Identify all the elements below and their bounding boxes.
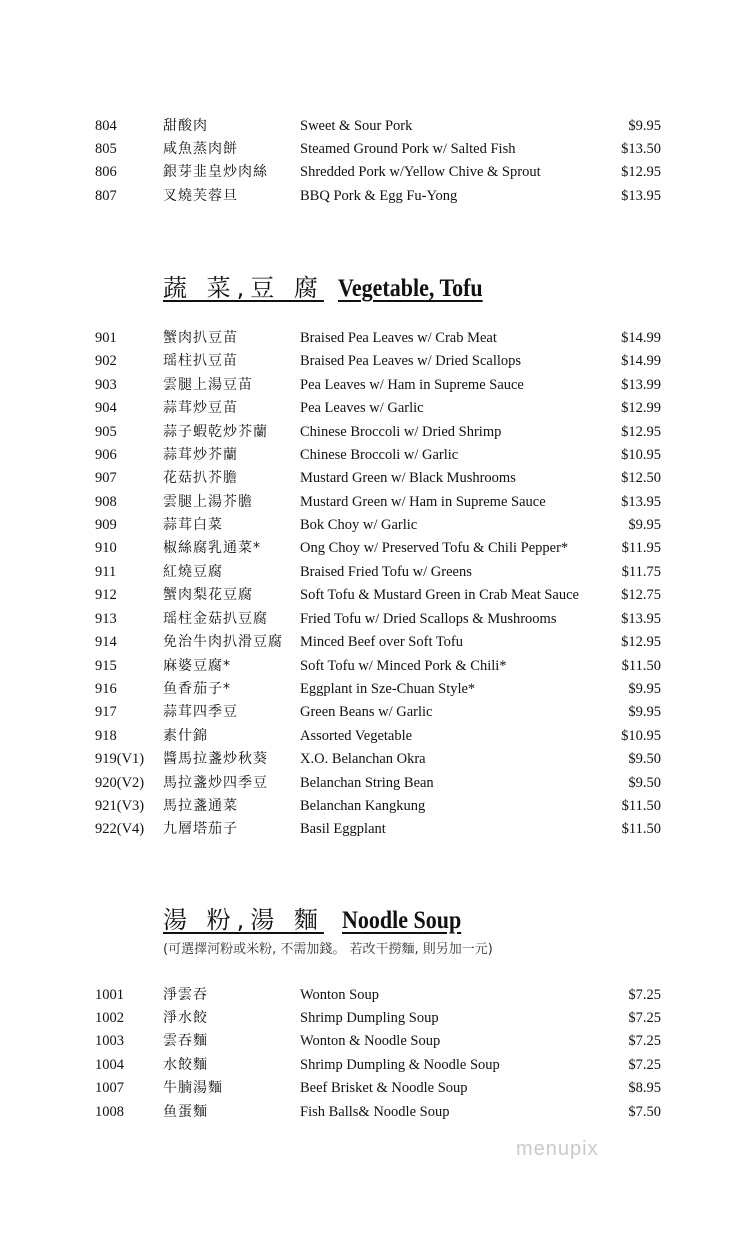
item-number: 917 bbox=[95, 704, 117, 720]
item-number: 903 bbox=[95, 377, 117, 393]
menu-item bbox=[0, 561, 750, 584]
item-name-chinese: 蒜茸炒豆苗 bbox=[163, 400, 238, 416]
item-price: $12.95 bbox=[621, 424, 661, 440]
item-name-chinese: 叉燒芙蓉旦 bbox=[163, 188, 238, 204]
item-price: $7.50 bbox=[628, 1104, 661, 1120]
item-name-english: Assorted Vegetable bbox=[300, 728, 413, 744]
menu-item bbox=[0, 1054, 750, 1077]
item-price: $9.95 bbox=[628, 118, 661, 134]
menu-item bbox=[0, 678, 750, 701]
item-name-chinese: 蒜茸炒芥蘭 bbox=[163, 447, 238, 463]
noodle-section-note: (可選擇河粉或米粉, 不需加錢。 若改干撈麵, 則另加一元) bbox=[163, 942, 493, 957]
item-name-chinese: 馬拉盞炒四季豆 bbox=[163, 775, 268, 791]
item-number: 915 bbox=[95, 658, 117, 674]
menu-item bbox=[0, 1030, 750, 1053]
menu-item bbox=[0, 161, 750, 184]
menu-item bbox=[0, 984, 750, 1007]
item-name-english: Fried Tofu w/ Dried Scallops & Mushrooms bbox=[300, 611, 557, 627]
item-name-chinese: 瑶柱扒豆苗 bbox=[163, 353, 238, 369]
section-title-chinese: 湯 粉,湯 麵 bbox=[163, 906, 324, 934]
menu-item bbox=[0, 772, 750, 795]
item-name-chinese: 紅燒豆腐 bbox=[163, 564, 223, 580]
menu-item bbox=[0, 374, 750, 397]
section-title-chinese: 蔬 菜,豆 腐 bbox=[163, 274, 324, 302]
item-name-chinese: 蒜茸四季豆 bbox=[163, 704, 238, 720]
item-number: 1007 bbox=[95, 1080, 124, 1096]
item-price: $7.25 bbox=[628, 1057, 661, 1073]
item-price: $11.75 bbox=[621, 564, 661, 580]
item-name-chinese: 牛腩湯麵 bbox=[163, 1080, 223, 1096]
item-name-english: Basil Eggplant bbox=[300, 821, 386, 837]
item-name-chinese: 鱼蛋麵 bbox=[163, 1104, 208, 1120]
item-price: $10.95 bbox=[621, 728, 661, 744]
item-number: 910 bbox=[95, 540, 117, 556]
item-name-english: Steamed Ground Pork w/ Salted Fish bbox=[300, 141, 516, 157]
item-name-english: Chinese Broccoli w/ Dried Shrimp bbox=[300, 424, 502, 440]
item-number: 907 bbox=[95, 470, 117, 486]
item-price: $11.50 bbox=[621, 798, 661, 814]
item-number: 902 bbox=[95, 353, 117, 369]
item-name-chinese: 馬拉盞通菜 bbox=[163, 798, 238, 814]
item-number: 1008 bbox=[95, 1104, 124, 1120]
item-number: 901 bbox=[95, 330, 117, 346]
item-name-chinese: 甜酸肉 bbox=[163, 118, 208, 134]
item-price: $11.50 bbox=[621, 821, 661, 837]
noodle-section-heading bbox=[163, 900, 477, 935]
item-number: 1004 bbox=[95, 1057, 124, 1073]
item-number: 905 bbox=[95, 424, 117, 440]
menu-item bbox=[0, 608, 750, 631]
item-price: $13.50 bbox=[621, 141, 661, 157]
menu-item bbox=[0, 491, 750, 514]
item-name-english: Eggplant in Sze-Chuan Style* bbox=[300, 681, 476, 697]
item-name-chinese: 雲腿上湯芥膽 bbox=[163, 494, 253, 510]
item-name-chinese: 雲吞麵 bbox=[163, 1033, 208, 1049]
item-name-english: Sweet & Sour Pork bbox=[300, 118, 413, 134]
section-title-english: Vegetable, Tofu bbox=[337, 275, 483, 302]
item-name-english: Shredded Pork w/Yellow Chive & Sprout bbox=[300, 164, 541, 180]
item-price: $13.99 bbox=[621, 377, 661, 393]
item-number: 1002 bbox=[95, 1010, 124, 1026]
item-name-english: Shrimp Dumpling & Noodle Soup bbox=[300, 1057, 500, 1073]
menu-item bbox=[0, 655, 750, 678]
item-name-english: Belanchan Kangkung bbox=[300, 798, 426, 814]
menu-item bbox=[0, 444, 750, 467]
item-name-english: Braised Pea Leaves w/ Dried Scallops bbox=[300, 353, 522, 369]
menu-item bbox=[0, 725, 750, 748]
item-name-chinese: 免治牛肉扒滑豆腐 bbox=[163, 634, 283, 650]
menu-item bbox=[0, 537, 750, 560]
item-name-english: Shrimp Dumpling Soup bbox=[300, 1010, 439, 1026]
item-price: $10.95 bbox=[621, 447, 661, 463]
item-name-chinese: 銀芽韭皇炒肉絲 bbox=[163, 164, 268, 180]
item-name-english: Pea Leaves w/ Garlic bbox=[300, 400, 424, 416]
item-name-chinese: 蟹肉梨花豆腐 bbox=[163, 587, 253, 603]
menu-item bbox=[0, 115, 750, 138]
item-name-chinese: 蟹肉扒豆苗 bbox=[163, 330, 238, 346]
item-name-english: Wonton Soup bbox=[300, 987, 379, 1003]
item-name-chinese: 花菇扒芥膽 bbox=[163, 470, 238, 486]
item-price: $9.95 bbox=[628, 517, 661, 533]
item-number: 919(V1) bbox=[95, 751, 145, 767]
item-price: $7.25 bbox=[628, 987, 661, 1003]
item-number: 922(V4) bbox=[95, 821, 145, 837]
item-name-english: Bok Choy w/ Garlic bbox=[300, 517, 418, 533]
item-name-english: Beef Brisket & Noodle Soup bbox=[300, 1080, 468, 1096]
item-name-english: Ong Choy w/ Preserved Tofu & Chili Pepper* bbox=[300, 540, 569, 556]
item-name-chinese: 醬馬拉盞炒秋葵 bbox=[163, 751, 268, 767]
menu-item bbox=[0, 818, 750, 841]
item-number: 804 bbox=[95, 118, 117, 134]
item-number: 911 bbox=[95, 564, 117, 580]
item-number: 921(V3) bbox=[95, 798, 145, 814]
item-number: 918 bbox=[95, 728, 117, 744]
item-price: $8.95 bbox=[628, 1080, 661, 1096]
item-price: $9.50 bbox=[628, 775, 661, 791]
item-name-english: Soft Tofu w/ Minced Pork & Chili* bbox=[300, 658, 507, 674]
item-number: 909 bbox=[95, 517, 117, 533]
item-name-english: Braised Pea Leaves w/ Crab Meat bbox=[300, 330, 497, 346]
item-name-chinese: 九層塔茄子 bbox=[163, 821, 238, 837]
item-price: $7.25 bbox=[628, 1033, 661, 1049]
item-number: 913 bbox=[95, 611, 117, 627]
item-price: $13.95 bbox=[621, 611, 661, 627]
menu-item bbox=[0, 514, 750, 537]
item-price: $12.95 bbox=[621, 634, 661, 650]
item-name-chinese: 雲腿上湯豆苗 bbox=[163, 377, 253, 393]
watermark: menupix bbox=[516, 1138, 599, 1160]
item-name-chinese: 淨雲吞 bbox=[163, 987, 208, 1003]
item-name-english: Soft Tofu & Mustard Green in Crab Meat Sauce bbox=[300, 587, 579, 603]
item-name-english: Mustard Green w/ Black Mushrooms bbox=[300, 470, 516, 486]
menu-item bbox=[0, 350, 750, 373]
item-price: $12.50 bbox=[621, 470, 661, 486]
item-name-chinese: 咸魚蒸肉餅 bbox=[163, 141, 238, 157]
item-number: 908 bbox=[95, 494, 117, 510]
item-number: 914 bbox=[95, 634, 117, 650]
item-price: $9.95 bbox=[628, 681, 661, 697]
item-price: $13.95 bbox=[621, 494, 661, 510]
item-price: $14.99 bbox=[621, 353, 661, 369]
menu-item bbox=[0, 467, 750, 490]
item-name-english: Belanchan String Bean bbox=[300, 775, 434, 791]
item-price: $7.25 bbox=[628, 1010, 661, 1026]
item-name-english: X.O. Belanchan Okra bbox=[300, 751, 426, 767]
item-number: 805 bbox=[95, 141, 117, 157]
menu-item bbox=[0, 1007, 750, 1030]
item-name-chinese: 瑶柱金菇扒豆腐 bbox=[163, 611, 268, 627]
menu-item bbox=[0, 795, 750, 818]
menu-item bbox=[0, 421, 750, 444]
section-title-english: Noodle Soup bbox=[341, 907, 462, 934]
item-name-chinese: 麻婆豆腐* bbox=[163, 658, 231, 674]
menu-item bbox=[0, 397, 750, 420]
item-name-chinese: 椒絲腐乳通菜* bbox=[163, 540, 261, 556]
item-number: 916 bbox=[95, 681, 117, 697]
item-number: 806 bbox=[95, 164, 117, 180]
item-number: 906 bbox=[95, 447, 117, 463]
item-price: $14.99 bbox=[621, 330, 661, 346]
item-number: 1003 bbox=[95, 1033, 124, 1049]
item-number: 912 bbox=[95, 587, 117, 603]
menu-item bbox=[0, 1101, 750, 1124]
item-price: $12.99 bbox=[621, 400, 661, 416]
menu-item bbox=[0, 584, 750, 607]
item-name-english: Wonton & Noodle Soup bbox=[300, 1033, 441, 1049]
item-price: $11.95 bbox=[621, 540, 661, 556]
item-name-english: BBQ Pork & Egg Fu-Yong bbox=[300, 188, 458, 204]
item-name-english: Pea Leaves w/ Ham in Supreme Sauce bbox=[300, 377, 524, 393]
menu-item bbox=[0, 138, 750, 161]
menu-item bbox=[0, 748, 750, 771]
item-number: 1001 bbox=[95, 987, 124, 1003]
item-price: $12.95 bbox=[621, 164, 661, 180]
item-name-english: Green Beans w/ Garlic bbox=[300, 704, 433, 720]
item-price: $13.95 bbox=[621, 188, 661, 204]
item-name-english: Braised Fried Tofu w/ Greens bbox=[300, 564, 472, 580]
item-price: $12.75 bbox=[621, 587, 661, 603]
item-number: 807 bbox=[95, 188, 117, 204]
item-number: 920(V2) bbox=[95, 775, 145, 791]
item-name-chinese: 水餃麵 bbox=[163, 1057, 208, 1073]
menu-item bbox=[0, 701, 750, 724]
item-name-english: Chinese Broccoli w/ Garlic bbox=[300, 447, 459, 463]
menu-item bbox=[0, 327, 750, 350]
item-price: $9.95 bbox=[628, 704, 661, 720]
item-name-chinese: 蒜子蝦乾炒芥蘭 bbox=[163, 424, 268, 440]
item-name-chinese: 蒜茸白菜 bbox=[163, 517, 223, 533]
menu-item bbox=[0, 1077, 750, 1100]
item-name-chinese: 淨水餃 bbox=[163, 1010, 208, 1026]
item-number: 904 bbox=[95, 400, 117, 416]
vegetable-section-heading bbox=[163, 268, 502, 303]
item-name-chinese: 鱼香茄子* bbox=[163, 681, 231, 697]
item-name-english: Mustard Green w/ Ham in Supreme Sauce bbox=[300, 494, 546, 510]
menu-item bbox=[0, 631, 750, 654]
item-name-chinese: 素什錦 bbox=[163, 728, 208, 744]
item-price: $9.50 bbox=[628, 751, 661, 767]
item-name-english: Minced Beef over Soft Tofu bbox=[300, 634, 464, 650]
item-name-english: Fish Balls& Noodle Soup bbox=[300, 1104, 450, 1120]
item-price: $11.50 bbox=[621, 658, 661, 674]
menu-item bbox=[0, 185, 750, 208]
